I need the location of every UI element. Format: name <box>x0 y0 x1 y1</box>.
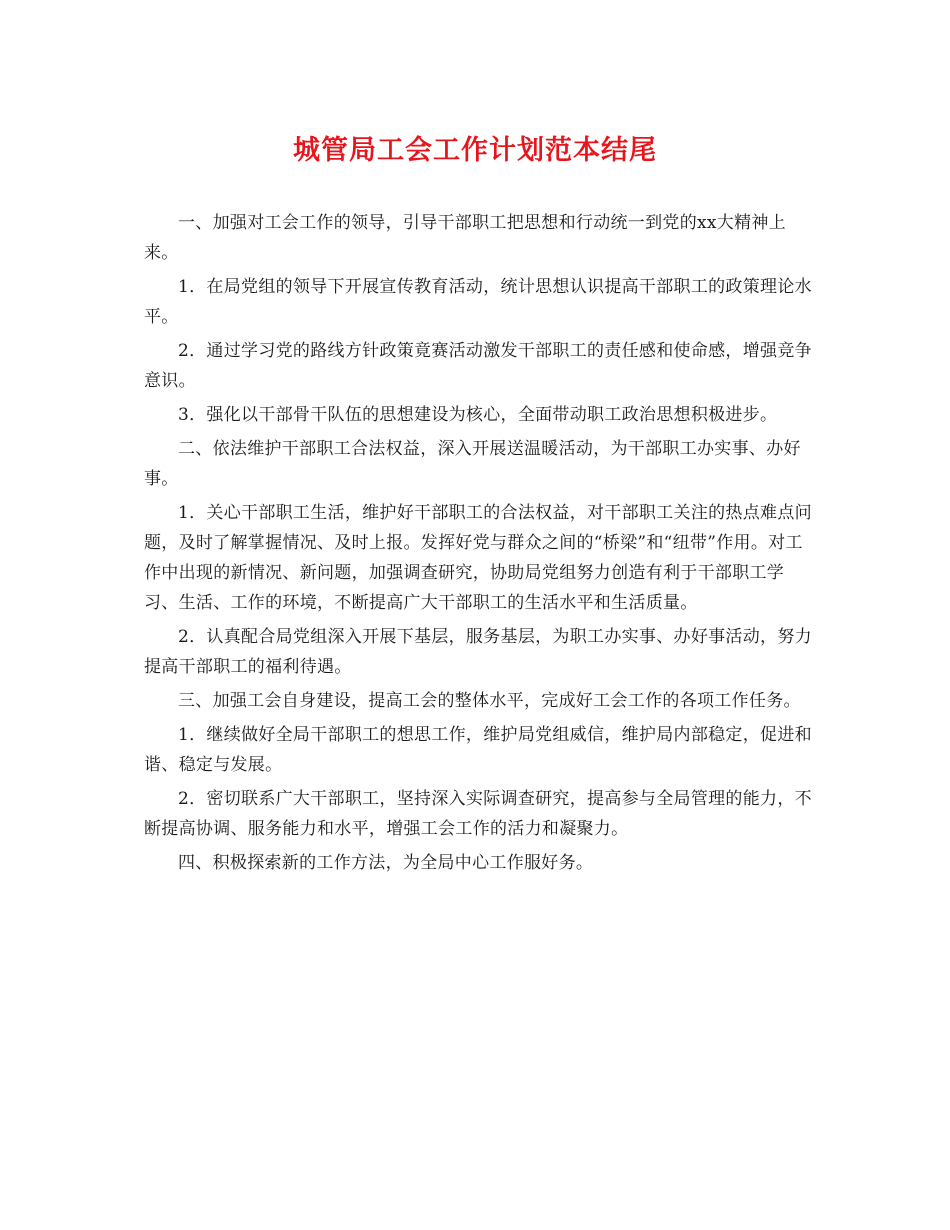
section-2-item-1: 1．关心干部职工生活，维护好干部职工的合法权益，对干部职工关注的热点难点问题，及时了解掌握情况、及时上报。发挥好党与群众之间的“桥梁”和“纽带”作用。对工作中出现的新情况、新问题，加强调查研究，协助局党组努力创造有利于干部职工学习、生活、工作的环境，不断提高广大干部职工的生活水平和生活质量。 <box>144 503 812 613</box>
section-4-heading: 四、积极探索新的工作方法，为全局中心工作服好务。 <box>178 853 594 873</box>
section-3-item-2: 2．密切联系广大干部职工，坚持深入实际调查研究，提高参与全局管理的能力，不断提高协调、服务能力和水平，增强工会工作的活力和凝聚力。 <box>144 789 812 839</box>
section-1-item-3: 3．强化以干部骨干队伍的思想建设为核心，全面带动职工政治思想积极进步。 <box>178 405 778 425</box>
document-title: 城管局工会工作计划范本结尾 <box>293 135 657 166</box>
section-1-item-1: 1．在局党组的领导下开展宣传教育活动，统计思想认识提高干部职工的政策理论水平。 <box>144 277 812 327</box>
section-1-heading: 一、加强对工会工作的领导，引导干部职工把思想和行动统一到党的xx大精神上来。 <box>144 213 786 263</box>
section-3-item-1: 1．继续做好全局干部职工的想思工作，维护局党组威信，维护局内部稳定，促进和谐、稳定与发展。 <box>144 725 812 775</box>
section-1-item-2: 2．通过学习党的路线方针政策竟赛活动激发干部职工的责任感和使命感，增强竞争意识。 <box>144 341 812 391</box>
section-3-heading: 三、加强工会自身建设，提高工会的整体水平，完成好工会工作的各项工作任务。 <box>178 691 801 711</box>
document-body <box>144 208 814 882</box>
section-2-heading: 二、依法维护干部职工合法权益，深入开展送温暖活动，为干部职工办实事、办好事。 <box>144 439 801 489</box>
section-2-item-2: 2．认真配合局党组深入开展下基层，服务基层，为职工办实事、办好事活动，努力提高干部职工的福利待遇。 <box>144 627 812 677</box>
